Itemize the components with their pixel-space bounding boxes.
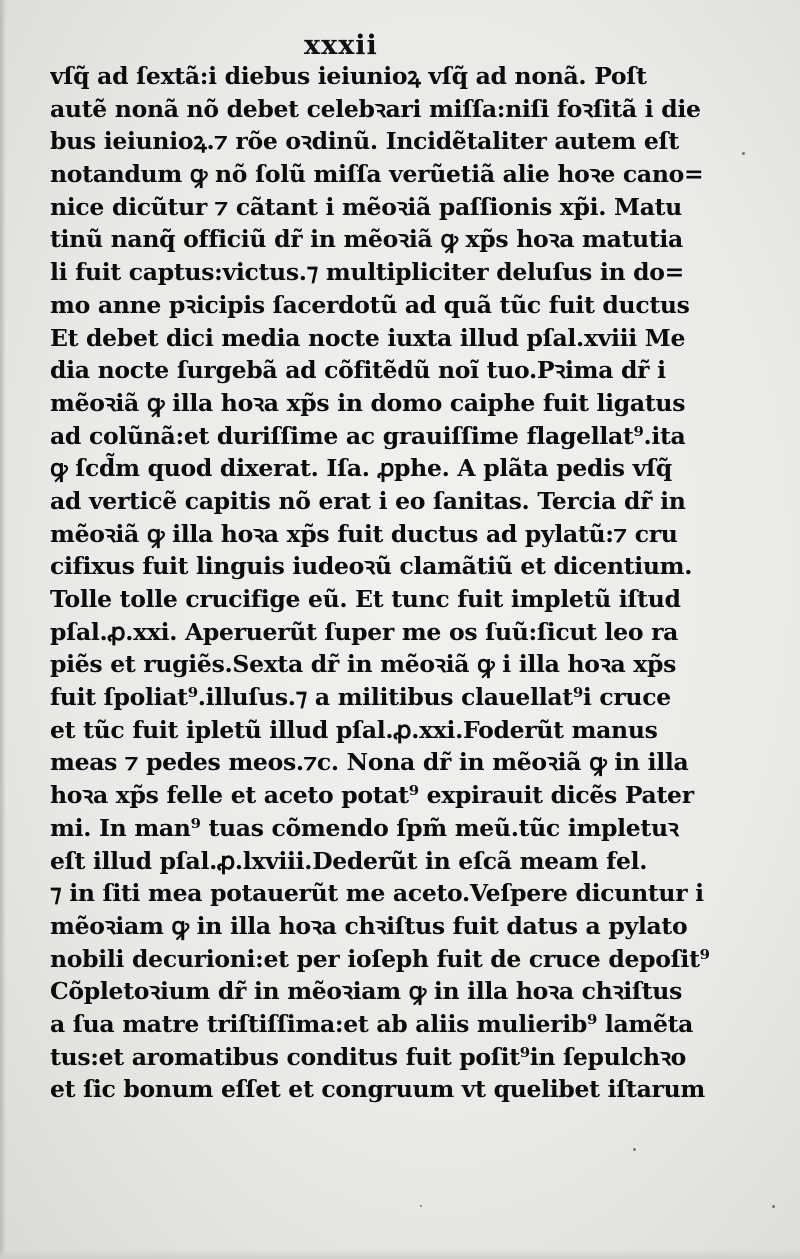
text-line: li fuit captus:victus.⁊ multipliciter deluſus in do=	[50, 258, 685, 287]
text-line: notandum ꝙ nõ ſolũ miſſa verũetiã alie hoꝛe cano=	[50, 160, 704, 189]
page-bottom-shadow	[0, 1249, 800, 1259]
text-line: nobili decurioni:et per ioſeph fuit de cruce depoſit⁹	[50, 944, 710, 973]
text-line: mo anne pꝛicipis ſacerdotũ ad quã tũc fuit ductus	[50, 290, 690, 319]
text-line: et ſic bonum eſſet et congruum vt quelibet iſtarum	[50, 1075, 705, 1104]
text-line: ꝙ ſcd̃m quod dixerat. Iſa. ꝓphe. A plãta pedis vſq̃	[50, 454, 672, 483]
text-line: eſt illud pſal.ꝓ.lxviii.Dederũt in eſcã meam fel.	[50, 846, 648, 875]
text-line: cifixus fuit linguis iudeoꝛũ clamãtiũ et dicentium.	[50, 552, 693, 581]
text-line: mẽoꝛiam ꝙ in illa hoꝛa chꝛiſtus fuit datus a pylato	[50, 911, 688, 940]
folio-number: xxxii	[304, 30, 378, 61]
text-line: meas ⁊ pedes meos.⁊c. Nona dr̃ in mẽoꝛiã ꝙ in illa	[50, 748, 689, 777]
text-line: Tolle tolle crucifige eũ. Et tunc fuit impletũ iſtud	[50, 585, 681, 613]
text-line: mi. In man⁹ tuas cõmendo ſpm̃ meũ.tũc impletuꝛ	[50, 813, 679, 842]
body-text	[50, 60, 740, 1106]
text-line: hoꝛa xp̃s felle et aceto potat⁹ expirauit dicẽs Pater	[50, 781, 694, 810]
text-line: tus:et aromatibus conditus fuit poſit⁹in ſepulchꝛo	[50, 1042, 687, 1071]
paper-speck	[742, 152, 745, 155]
text-line: ad verticẽ capitis nõ erat i eo ſanitas. Tercia dr̃ in	[50, 486, 686, 515]
text-line: nice dicũtur ⁊ cãtant i mẽoꝛiã paſſionis xp̃i. Matu	[50, 192, 682, 221]
text-line: tinũ nanq̃ officiũ dr̃ in mẽoꝛiã ꝙ xp̃s hoꝛa matutia	[50, 225, 683, 254]
paper-speck	[633, 1148, 636, 1151]
paper-speck	[420, 1205, 422, 1207]
text-line: mẽoꝛiã ꝙ illa hoꝛa xp̃s in domo caiphe fuit ligatus	[50, 388, 686, 417]
text-line: piẽs et rugiẽs.Sexta dr̃ in mẽoꝛiã ꝙ i illa hoꝛa xp̃s	[50, 650, 677, 679]
text-line: pſal.ꝓ.xxi. Aperuerũt ſuper me os ſuũ:ſicut leo ra	[50, 617, 679, 646]
text-line: vſq̃ ad ſextã:i diebus ieiunioꝝ vſq̃ ad nonã. Poſt	[50, 62, 647, 90]
page-edge-shadow	[0, 0, 6, 1259]
text-line: Cõpletoꝛium dr̃ in mẽoꝛiam ꝙ in illa hoꝛa chꝛiſtus	[50, 977, 682, 1006]
paper-speck	[772, 1205, 775, 1208]
text-line: bus ieiunioꝝ.⁊ rõe oꝛdinũ. Incidẽtaliter autem eſt	[50, 127, 679, 156]
text-line: dia nocte ſurgebã ad cõfitẽdũ noĩ tuo.Pꝛima dr̃ i	[50, 356, 666, 385]
text-line: a ſua matre triſtiſſima:et ab aliis mulierib⁹ lamẽta	[50, 1009, 694, 1038]
text-line: autẽ nonã nõ debet celebꝛari miſſa:niſi foꝛſitã i die	[50, 94, 701, 123]
text-line: Et debet dici media nocte iuxta illud pſal.xviii Me	[50, 323, 686, 352]
text-line: ⁊ in ſiti mea potauerũt me aceto.Veſpere dicuntur i	[50, 879, 704, 908]
text-line: et tũc fuit ipletũ illud pſal.ꝓ.xxi.Foderũt manus	[50, 715, 658, 744]
text-line: fuit ſpoliat⁹.illuſus.⁊ a militibus clauellat⁹i cruce	[50, 683, 671, 712]
text-line: ad colũnã:et duriſſime ac grauiſſime flagellat⁹.ita	[50, 421, 686, 450]
text-line: mẽoꝛiã ꝙ illa hoꝛa xp̃s fuit ductus ad pylatũ:⁊ cru	[50, 519, 678, 548]
